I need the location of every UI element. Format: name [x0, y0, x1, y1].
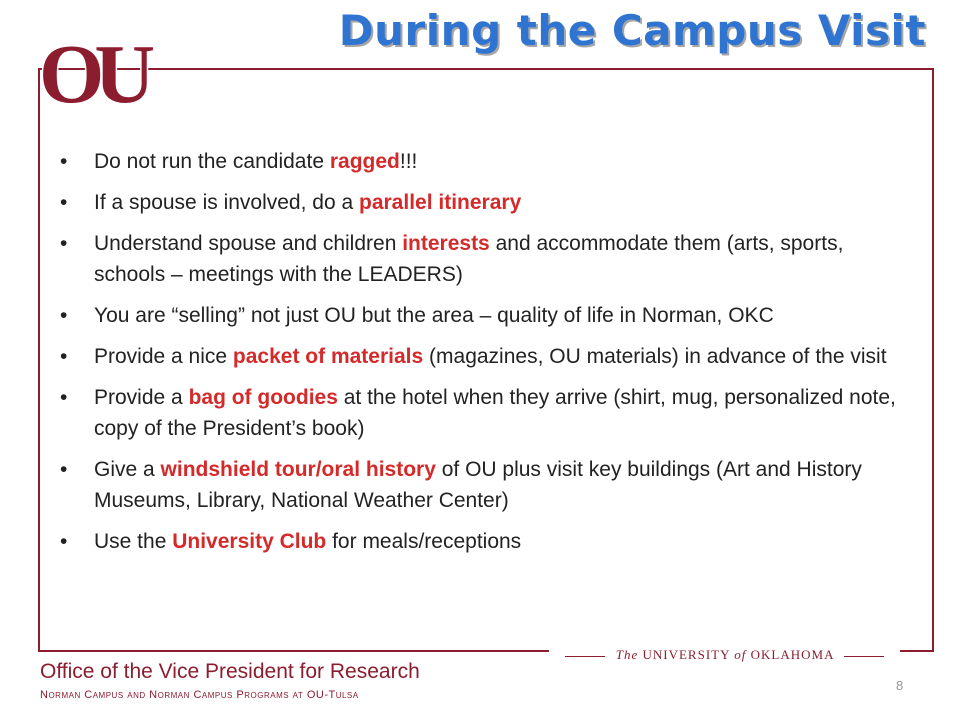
bullet-highlight: bag of goodies [188, 386, 338, 409]
bullet-text: and accommodate them (arts, sports, schools – meetings with the LEADERS) [94, 232, 844, 286]
bullet-item [60, 341, 900, 372]
bullet-highlight: ragged [329, 150, 400, 173]
bullet-item [60, 187, 900, 218]
ou-logo-letters: OU [39, 28, 145, 121]
bullet-highlight: interests [402, 232, 490, 255]
bullet-text: Provide a [94, 386, 189, 409]
ou-logo [39, 16, 145, 121]
bullet-text: Give a [94, 458, 161, 481]
bullet-highlight: parallel itinerary [359, 191, 522, 214]
wordmark-university: UNIVERSITY [642, 647, 730, 662]
bullet-highlight: University Club [172, 530, 327, 553]
bullet-text: Provide a nice [94, 345, 233, 368]
bullet-text: !!! [399, 150, 418, 173]
bullet-text: (magazines, OU materials) in advance of the visit [423, 345, 887, 368]
bullet-text: If a spouse is involved, do a [94, 191, 359, 214]
bullet-highlight: windshield tour/oral history [160, 458, 436, 481]
campus-subtitle: Norman Campus and Norman Campus Programs at OU-Tulsa [40, 689, 359, 701]
slide-title: During the Campus Visit [338, 6, 926, 55]
wordmark-rule-right [844, 656, 884, 657]
bullet-item [60, 454, 900, 516]
bullet-text: Do not run the candidate [94, 150, 330, 173]
bullet-text: Understand spouse and children [94, 232, 403, 255]
bullet-list [60, 146, 900, 567]
bullet-highlight: packet of materials [232, 345, 424, 368]
bullet-item [60, 300, 900, 331]
bullet-text: at the hotel when they arrive (shirt, mug, personalized note, copy of the President’s book) [94, 386, 896, 440]
university-wordmark [549, 647, 900, 663]
bullet-text: for meals/receptions [326, 530, 522, 553]
wordmark-of: of [734, 647, 747, 662]
bullet-item [60, 526, 900, 557]
bullet-text: of OU plus visit key buildings (Art and History Museums, Library, National Weather Center) [94, 458, 862, 512]
office-title: Office of the Vice President for Research [40, 660, 420, 683]
page-number: 8 [896, 678, 904, 693]
bullet-item [60, 382, 900, 444]
bullet-text: You are “selling” not just OU but the area – quality of life in Norman, OKC [94, 304, 774, 327]
bullet-text: Use the [94, 530, 173, 553]
bullet-item [60, 146, 900, 177]
bullet-item [60, 228, 900, 290]
wordmark-the: The [615, 647, 639, 662]
wordmark-oklahoma: OKLAHOMA [750, 647, 834, 662]
wordmark-rule-left [565, 656, 605, 657]
